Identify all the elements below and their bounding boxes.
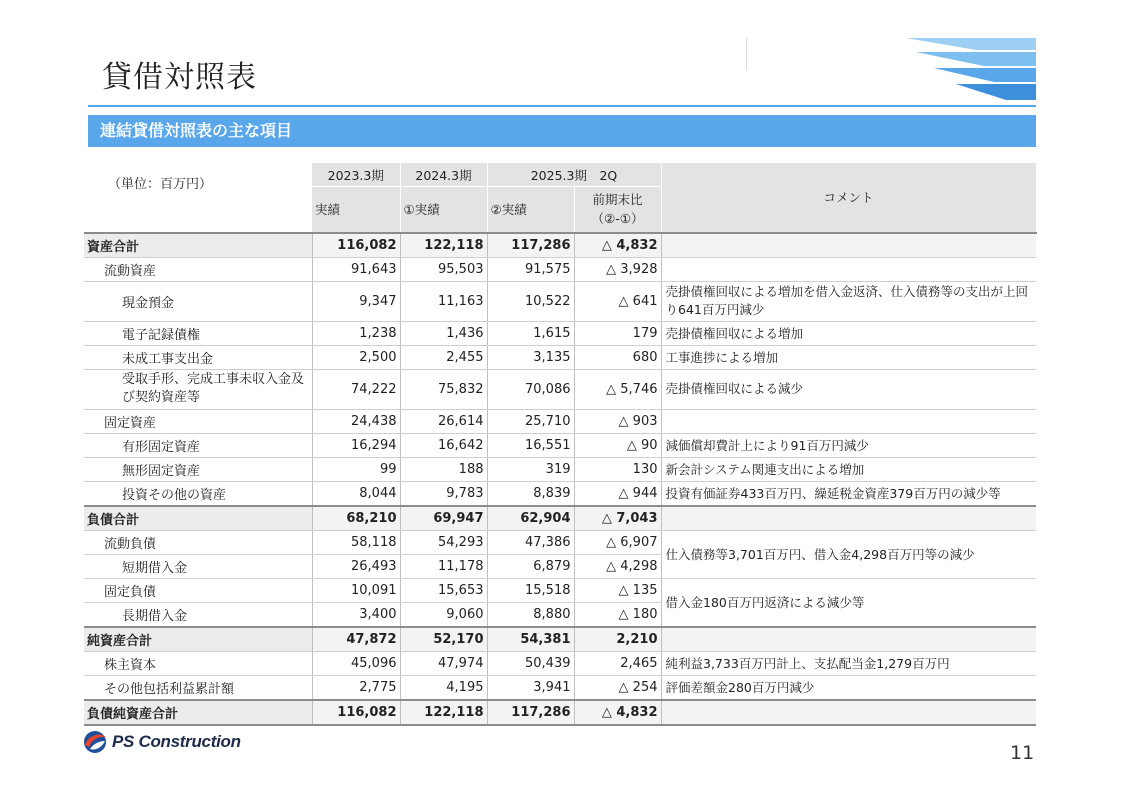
page-number: 11 [1010,742,1035,764]
value-2025-2q: 16,551 [487,433,574,457]
table-row [84,321,1036,345]
value-2024: 11,163 [400,281,487,321]
table-body [84,233,1036,725]
row-label: 未成工事支出金 [84,345,312,369]
value-change: △ 254 [574,675,661,700]
row-label: 受取手形、完成工事未収入金及び契約資産等 [84,369,312,409]
company-logo [82,729,241,755]
row-comment: 投資有価証券433百万円、繰延税金資産379百万円の減少等 [661,481,1036,506]
period-2023: 2023.3期 [312,163,400,187]
table-row [84,257,1036,281]
value-2023: 3,400 [312,602,400,627]
value-2023: 16,294 [312,433,400,457]
value-2024: 1,436 [400,321,487,345]
value-2025-2q: 47,386 [487,530,574,554]
value-2024: 47,974 [400,651,487,675]
brand-name: PS Construction [112,732,241,751]
row-comment: 売掛債権回収による増加 [661,321,1036,345]
value-2023: 24,438 [312,409,400,433]
value-change: 2,465 [574,651,661,675]
value-2025-2q: 70,086 [487,369,574,409]
row-label: 電子記録債権 [84,321,312,345]
row-comment [661,700,1036,725]
row-comment: 評価差額金280百万円減少 [661,675,1036,700]
value-change: △ 3,928 [574,257,661,281]
value-2023: 116,082 [312,233,400,258]
value-2024: 69,947 [400,506,487,531]
value-2024: 54,293 [400,530,487,554]
value-2025-2q: 62,904 [487,506,574,531]
value-change: △ 6,907 [574,530,661,554]
value-2024: 122,118 [400,233,487,258]
table-row [84,700,1036,725]
value-2025-2q: 54,381 [487,627,574,652]
row-label: 固定負債 [84,578,312,602]
row-label: 固定資産 [84,409,312,433]
value-2023: 99 [312,457,400,481]
value-2024: 9,060 [400,602,487,627]
value-2024: 95,503 [400,257,487,281]
row-label: 純資産合計 [84,627,312,652]
value-change: △ 4,832 [574,233,661,258]
row-comment [661,506,1036,531]
table-row [84,481,1036,506]
value-2025-2q: 15,518 [487,578,574,602]
title-underline [88,105,1036,107]
row-comment [661,257,1036,281]
section-title: 連結貸借対照表の主な項目 [100,121,293,140]
value-2023: 2,500 [312,345,400,369]
value-change: 680 [574,345,661,369]
period-2024: 2024.3期 [400,163,487,187]
blue-stripes-decoration [906,36,1036,102]
value-2025-2q: 1,615 [487,321,574,345]
row-comment [661,233,1036,258]
value-2023: 8,044 [312,481,400,506]
row-comment: 仕入債務等3,701百万円、借入金4,298百万円等の減少 [661,530,1036,578]
value-2025-2q: 319 [487,457,574,481]
table-row [84,578,1036,602]
table-row [84,530,1036,554]
row-label: 負債合計 [84,506,312,531]
row-comment [661,409,1036,433]
comment-header: コメント [661,163,1036,233]
table-row [84,433,1036,457]
row-comment: 借入金180百万円返済による減少等 [661,578,1036,627]
value-change: 2,210 [574,627,661,652]
value-change: 130 [574,457,661,481]
value-2025-2q: 50,439 [487,651,574,675]
col-change-formula: （②-①） [591,211,644,227]
value-2024: 75,832 [400,369,487,409]
row-label: 現金預金 [84,281,312,321]
header-row-periods [84,163,1036,187]
value-2024: 26,614 [400,409,487,433]
row-comment: 純利益3,733百万円計上、支払配当金1,279百万円 [661,651,1036,675]
value-2023: 74,222 [312,369,400,409]
row-comment: 売掛債権回収による増加を借入金返済、仕入債務等の支出が上回り641百万円減少 [661,281,1036,321]
table-row [84,345,1036,369]
value-2025-2q: 3,941 [487,675,574,700]
value-change: △ 903 [574,409,661,433]
row-label: 投資その他の資産 [84,481,312,506]
value-2023: 26,493 [312,554,400,578]
row-label: 流動負債 [84,530,312,554]
value-2025-2q: 117,286 [487,700,574,725]
table-row [84,675,1036,700]
col-actual: 実績 [312,187,400,233]
value-2025-2q: 6,879 [487,554,574,578]
row-label: その他包括利益累計額 [84,675,312,700]
row-comment: 新会計システム関連支出による増加 [661,457,1036,481]
table-row [84,369,1036,409]
row-label: 負債純資産合計 [84,700,312,725]
balance-sheet-table [84,163,1037,726]
row-comment: 売掛債権回収による減少 [661,369,1036,409]
value-change: △ 135 [574,578,661,602]
row-label: 資産合計 [84,233,312,258]
value-2024: 122,118 [400,700,487,725]
col-actual-1: ①実績 [400,187,487,233]
value-change: 179 [574,321,661,345]
header-divider [746,38,747,70]
row-comment: 減価償却費計上により91百万円減少 [661,433,1036,457]
section-banner [88,115,1036,147]
value-2025-2q: 117,286 [487,233,574,258]
row-label: 短期借入金 [84,554,312,578]
value-change: △ 180 [574,602,661,627]
period-2025-2q: 2025.3期 2Q [487,163,661,187]
value-change: △ 4,298 [574,554,661,578]
value-2024: 16,642 [400,433,487,457]
value-2025-2q: 91,575 [487,257,574,281]
value-2025-2q: 25,710 [487,409,574,433]
table-row [84,409,1036,433]
value-2023: 45,096 [312,651,400,675]
value-change: △ 641 [574,281,661,321]
value-2023: 91,643 [312,257,400,281]
value-change: △ 4,832 [574,700,661,725]
value-2025-2q: 8,880 [487,602,574,627]
value-2023: 10,091 [312,578,400,602]
value-2023: 116,082 [312,700,400,725]
value-change: △ 90 [574,433,661,457]
row-comment: 工事進捗による増加 [661,345,1036,369]
value-change: △ 5,746 [574,369,661,409]
table-row [84,457,1036,481]
value-2025-2q: 10,522 [487,281,574,321]
row-label: 無形固定資産 [84,457,312,481]
ps-construction-logo-mark-icon [82,729,108,755]
table-row [84,281,1036,321]
value-2024: 52,170 [400,627,487,652]
row-label: 流動資産 [84,257,312,281]
col-change [574,187,661,233]
page-title: 貸借対照表 [102,60,257,95]
value-2025-2q: 3,135 [487,345,574,369]
row-label: 株主資本 [84,651,312,675]
value-2024: 9,783 [400,481,487,506]
value-change: △ 944 [574,481,661,506]
value-2023: 68,210 [312,506,400,531]
value-2023: 2,775 [312,675,400,700]
value-2023: 9,347 [312,281,400,321]
value-2025-2q: 8,839 [487,481,574,506]
value-2024: 2,455 [400,345,487,369]
value-2024: 4,195 [400,675,487,700]
value-change: △ 7,043 [574,506,661,531]
table-row [84,651,1036,675]
value-2023: 58,118 [312,530,400,554]
unit-label: （単位：百万円） [108,177,213,192]
col-actual-2: ②実績 [487,187,574,233]
value-2024: 11,178 [400,554,487,578]
value-2023: 47,872 [312,627,400,652]
table-row [84,506,1036,531]
table-row [84,627,1036,652]
value-2023: 1,238 [312,321,400,345]
row-comment [661,627,1036,652]
value-2024: 188 [400,457,487,481]
row-label: 有形固定資産 [84,433,312,457]
col-change-label: 前期末比 [592,192,643,208]
value-2024: 15,653 [400,578,487,602]
row-label: 長期借入金 [84,602,312,627]
table-row [84,233,1036,258]
